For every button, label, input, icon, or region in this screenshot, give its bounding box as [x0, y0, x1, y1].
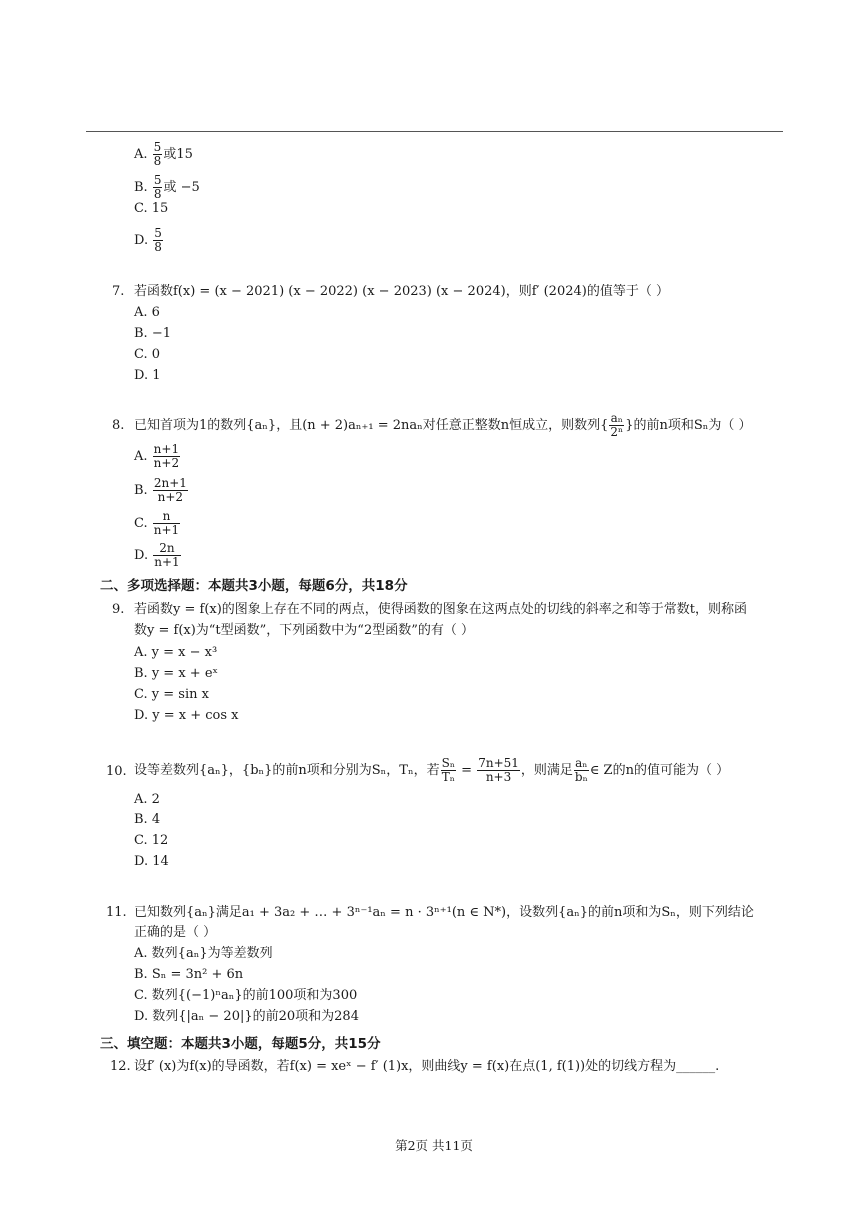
q7-option-a: A. 6: [134, 305, 160, 320]
q6-option-c: C. 15: [134, 201, 169, 216]
q9-stem-line2: 数y = f(x)为“t型函数”，下列函数中为“2型函数”的有（ ）: [134, 623, 474, 638]
q10-option-c: C. 12: [134, 833, 169, 848]
q9-option-b: B. y = x + eˣ: [134, 666, 219, 681]
q9-stem-line1: 若函数y = f(x)的图象上存在不同的两点，使得函数的图象在这两点处的切线的斜率之和等于常数t，则称函: [134, 602, 748, 617]
header-rule: [86, 131, 783, 132]
fraction: $\frac{5}{8}$: [153, 140, 162, 168]
q9-option-d: D. y = x + cos x: [134, 708, 239, 723]
q10-number: 10.: [106, 764, 127, 779]
section-heading-multiple-choice: 二、多项选择题：本题共3小题，每题6分，共18分: [100, 578, 408, 594]
q6-option-b: B. $\frac{5}{8}$ 或 −5: [134, 173, 200, 201]
q8-option-b: B. $\frac{2n+1}{n+2}$: [134, 476, 187, 504]
q8-number: 8.: [112, 418, 125, 433]
q7-stem: 若函数f(x) = (x − 2021) (x − 2022) (x − 2023) (x − 2024)，则f′ (2024)的值等于（ ）: [134, 284, 669, 299]
q11-number: 11.: [106, 905, 127, 920]
q11-stem-line1: 已知数列{aₙ}满足a₁ + 3a₂ + … + 3ⁿ⁻¹aₙ = n · 3ⁿ⁺¹(n ∈ N*)，设数列{aₙ}的前n项和为Sₙ，则下列结论: [134, 905, 754, 920]
q9-number: 9.: [112, 602, 125, 617]
q7-option-c: C. 0: [134, 347, 161, 362]
q11-option-d: D. 数列{|aₙ − 20|}的前20项和为284: [134, 1009, 359, 1024]
q8-stem: 已知首项为1的数列{aₙ}，且(n + 2)aₙ₊₁ = 2naₙ对任意正整数n恒成立，则数列{ $\frac{\text{aₙ}}{\text{2ⁿ}}$ }的前n项和Sₙ为（ ）: [134, 411, 752, 439]
q6-option-d: D. $\frac{5}{8}$: [134, 226, 162, 254]
q10-stem: 设等差数列{aₙ}，{bₙ}的前n项和分别为Sₙ，Tₙ，若 $\frac{\text{Sₙ}}{\text{Tₙ}}$ = $\frac{7n+51}{n+3}$ ，则满足 $\frac{\text{aₙ}}{\text{bₙ}}$ ∈ Z的n的值可能为（ ）: [134, 756, 730, 784]
q11-stem-line2: 正确的是（ ）: [134, 925, 217, 940]
fraction: $\frac{5}{8}$: [153, 173, 162, 201]
q11-option-c: C. 数列{(−1)ⁿaₙ}的前100项和为300: [134, 988, 358, 1003]
q11-option-b: B. Sₙ = 3n² + 6n: [134, 967, 244, 982]
q10-option-b: B. 4: [134, 812, 161, 827]
page-footer: 第2页 共11页: [395, 1138, 473, 1153]
q11-option-a: A. 数列{aₙ}为等差数列: [134, 946, 273, 961]
q10-option-a: A. 2: [134, 792, 160, 807]
q8-option-d: D. $\frac{2n}{n+1}$: [134, 541, 180, 569]
q8-option-c: C. $\frac{n}{n+1}$: [134, 509, 180, 537]
section-heading-fill-in: 三、填空题：本题共3小题，每题5分，共15分: [100, 1036, 381, 1052]
q6-option-a: A. $\frac{5}{8}$ 或15: [134, 140, 193, 168]
q9-option-a: A. y = x − x³: [134, 645, 218, 660]
q7-option-b: B. −1: [134, 326, 171, 341]
q12-number: 12.: [110, 1059, 131, 1074]
q10-option-d: D. 14: [134, 854, 169, 869]
q9-option-c: C. y = sin x: [134, 687, 209, 702]
fraction: $\frac{5}{8}$: [154, 226, 162, 254]
q7-option-d: D. 1: [134, 368, 161, 383]
q12-stem: 设f′ (x)为f(x)的导函数，若f(x) = xeˣ − f′ (1)x，则曲线y = f(x)在点(1, f(1))处的切线方程为______.: [134, 1059, 720, 1074]
q7-number: 7.: [112, 284, 125, 299]
fraction: $\frac{\text{aₙ}}{\text{2ⁿ}}$: [610, 411, 624, 439]
q8-option-a: A. $\frac{n+1}{n+2}$: [134, 442, 180, 470]
